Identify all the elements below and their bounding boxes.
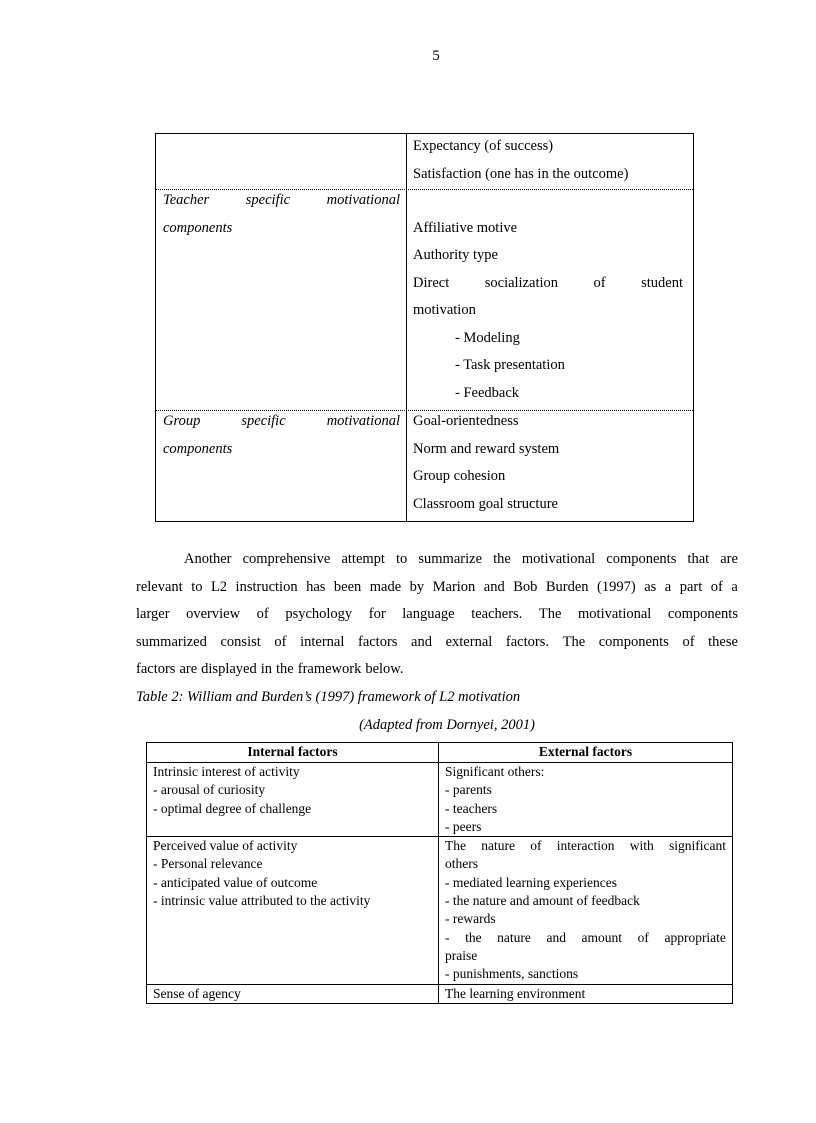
- word: of: [530, 838, 542, 854]
- word: and: [483, 578, 505, 595]
- word: with: [629, 838, 654, 854]
- word: The: [562, 633, 586, 650]
- table1-row3-right: [413, 408, 683, 518]
- cell-line: [163, 187, 400, 215]
- word: nature: [497, 929, 531, 945]
- cell-line: - optimal degree of challenge: [153, 800, 312, 816]
- word: are: [179, 661, 198, 677]
- paragraph-line: [136, 629, 738, 657]
- table1-row1-right: [413, 133, 683, 188]
- word: L2: [210, 578, 228, 595]
- word: psychology: [285, 606, 353, 622]
- word: significant: [668, 838, 726, 854]
- cell-line: The learning environment: [445, 985, 586, 1001]
- word: student: [641, 274, 683, 291]
- word: specific: [245, 192, 291, 208]
- cell-line: Sense of agency: [153, 985, 241, 1001]
- word: Direct: [413, 274, 450, 291]
- internal-cell: [147, 763, 439, 837]
- cell-line: Intrinsic interest of activity: [153, 764, 300, 779]
- word: of: [710, 578, 723, 595]
- cell-line: components: [163, 440, 233, 457]
- word: of: [274, 633, 287, 650]
- word: components: [667, 606, 738, 622]
- word: of: [593, 274, 606, 291]
- word: (1997): [597, 578, 636, 595]
- cell-line: motivation: [413, 302, 476, 318]
- cell-line: Perceived value of activity: [153, 838, 298, 854]
- word: for: [368, 606, 386, 622]
- word: and: [411, 633, 432, 650]
- cell-line: [413, 270, 683, 298]
- word: Another: [184, 551, 232, 567]
- cell-line: - Personal relevance: [153, 856, 263, 872]
- table-row: [147, 763, 733, 837]
- word: socialization: [484, 274, 559, 291]
- word: to: [191, 578, 203, 595]
- word: summarized: [136, 633, 207, 650]
- word: factors: [357, 633, 398, 650]
- cell-line: - rewards: [445, 911, 496, 927]
- word: interaction: [556, 838, 615, 854]
- table1-row2-left: [163, 187, 400, 242]
- external-cell: [439, 837, 733, 984]
- cell-line: - mediated learning experiences: [445, 874, 618, 890]
- word: attempt: [341, 551, 385, 567]
- word: amount: [581, 929, 623, 945]
- word: a: [731, 578, 738, 595]
- word: the: [465, 929, 482, 945]
- word: instruction: [235, 578, 298, 595]
- word: specific: [241, 413, 286, 429]
- cell-line: [445, 929, 726, 947]
- word: the: [276, 661, 294, 677]
- cell-line: Authority type: [413, 247, 498, 263]
- word: factors: [136, 661, 176, 677]
- external-cell: [439, 763, 733, 837]
- table2-header-row: [147, 743, 733, 763]
- word: a: [664, 578, 672, 595]
- cell-line: - Task presentation: [455, 357, 565, 373]
- word: as: [644, 578, 657, 595]
- word: displayed: [201, 661, 257, 677]
- page-number: 5: [432, 48, 440, 64]
- word: internal: [300, 633, 345, 650]
- cell-line: - arousal of curiosity: [153, 782, 266, 798]
- cell-line: - Feedback: [455, 384, 520, 401]
- table1-column-divider: [406, 134, 407, 521]
- cell-line: - parents: [445, 782, 492, 798]
- word: Bob: [513, 578, 538, 595]
- cell-line: Satisfaction (one has in the outcome): [413, 165, 629, 182]
- paragraph-line: [136, 601, 738, 629]
- word: Group: [163, 413, 201, 429]
- word: relevant: [136, 578, 183, 595]
- cell-line: Expectancy (of success): [413, 138, 554, 154]
- word: consist: [220, 633, 261, 650]
- header-internal-factors: Internal factors: [147, 743, 439, 763]
- cell-line: - Modeling: [455, 329, 520, 346]
- word: made: [369, 578, 402, 595]
- word: has: [306, 578, 326, 595]
- word: teachers.: [471, 606, 523, 622]
- word: motivational: [578, 606, 652, 622]
- cell-line: components: [163, 219, 233, 236]
- word: Burden: [545, 578, 589, 595]
- caption-title: Table 2: William and Burden’s (1997) framework of L2 motivation: [136, 689, 521, 705]
- word: The: [538, 606, 562, 622]
- word: been: [333, 578, 362, 595]
- word: -: [445, 929, 450, 945]
- word: components: [598, 633, 669, 650]
- caption-source: (Adapted from Dornyei, 2001): [359, 716, 535, 733]
- cell-line: Significant others:: [445, 764, 545, 779]
- cell-line: - teachers: [445, 800, 498, 816]
- cell-line: Goal-orientedness: [413, 413, 519, 429]
- external-cell: [439, 984, 733, 1003]
- word: motivational: [521, 551, 596, 567]
- word: in: [260, 661, 273, 677]
- cell-line: praise: [445, 947, 478, 963]
- word: that: [687, 551, 710, 567]
- word: factors.: [505, 633, 549, 650]
- word: nature: [481, 838, 515, 854]
- internal-cell: [147, 984, 439, 1003]
- cell-line: Classroom goal structure: [413, 495, 558, 512]
- word: overview: [186, 606, 241, 622]
- table-row: [147, 984, 733, 1003]
- word: of: [637, 929, 649, 945]
- word: Marion: [432, 578, 476, 595]
- cell-line: - the nature and amount of feedback: [445, 893, 640, 909]
- table2-caption: [136, 684, 738, 739]
- internal-cell: [147, 837, 439, 984]
- word: comprehensive: [242, 551, 331, 567]
- header-external-factors: External factors: [439, 743, 733, 763]
- cell-line: others: [445, 856, 478, 872]
- word: motivational: [326, 413, 400, 429]
- word: language: [402, 606, 455, 622]
- word: framework: [297, 661, 362, 677]
- word: and: [546, 929, 566, 945]
- word: appropriate: [664, 929, 726, 945]
- word: part: [679, 578, 703, 595]
- cell-line: Norm and reward system: [413, 440, 560, 457]
- paragraph-line: [136, 546, 738, 574]
- motivational-components-table: [155, 133, 694, 522]
- cell-line: - intrinsic value attributed to the activity: [153, 893, 371, 909]
- word: motivational: [326, 192, 400, 208]
- cell-line: Group cohesion: [413, 468, 506, 484]
- word: the: [493, 551, 511, 567]
- cell-line: - anticipated value of outcome: [153, 874, 318, 890]
- table1-row3-left: [163, 408, 400, 463]
- cell-line: [445, 837, 726, 855]
- word: The: [445, 838, 466, 854]
- cell-line: Affiliative motive: [413, 219, 518, 236]
- cell-line: - peers: [445, 818, 482, 834]
- word: to: [396, 551, 408, 567]
- word: larger: [136, 606, 170, 622]
- word: by: [409, 578, 425, 595]
- word: summarize: [418, 551, 483, 567]
- cell-line: - punishments, sanctions: [445, 966, 579, 982]
- paragraph-line: [136, 656, 738, 684]
- cell-line: [163, 408, 400, 436]
- word: components: [606, 551, 677, 567]
- table1-row2-right: [413, 187, 683, 407]
- word: Teacher: [163, 192, 210, 208]
- word: these: [708, 633, 738, 650]
- word: of: [682, 633, 695, 650]
- word: below.: [365, 661, 404, 677]
- body-paragraph: [136, 546, 738, 684]
- table-row: [147, 837, 733, 984]
- word: are: [720, 551, 738, 567]
- word: external: [445, 633, 493, 650]
- l2-motivation-framework-table: [146, 742, 733, 1004]
- cell-line: [413, 187, 683, 215]
- word: of: [256, 606, 269, 622]
- paragraph-line: [136, 574, 738, 602]
